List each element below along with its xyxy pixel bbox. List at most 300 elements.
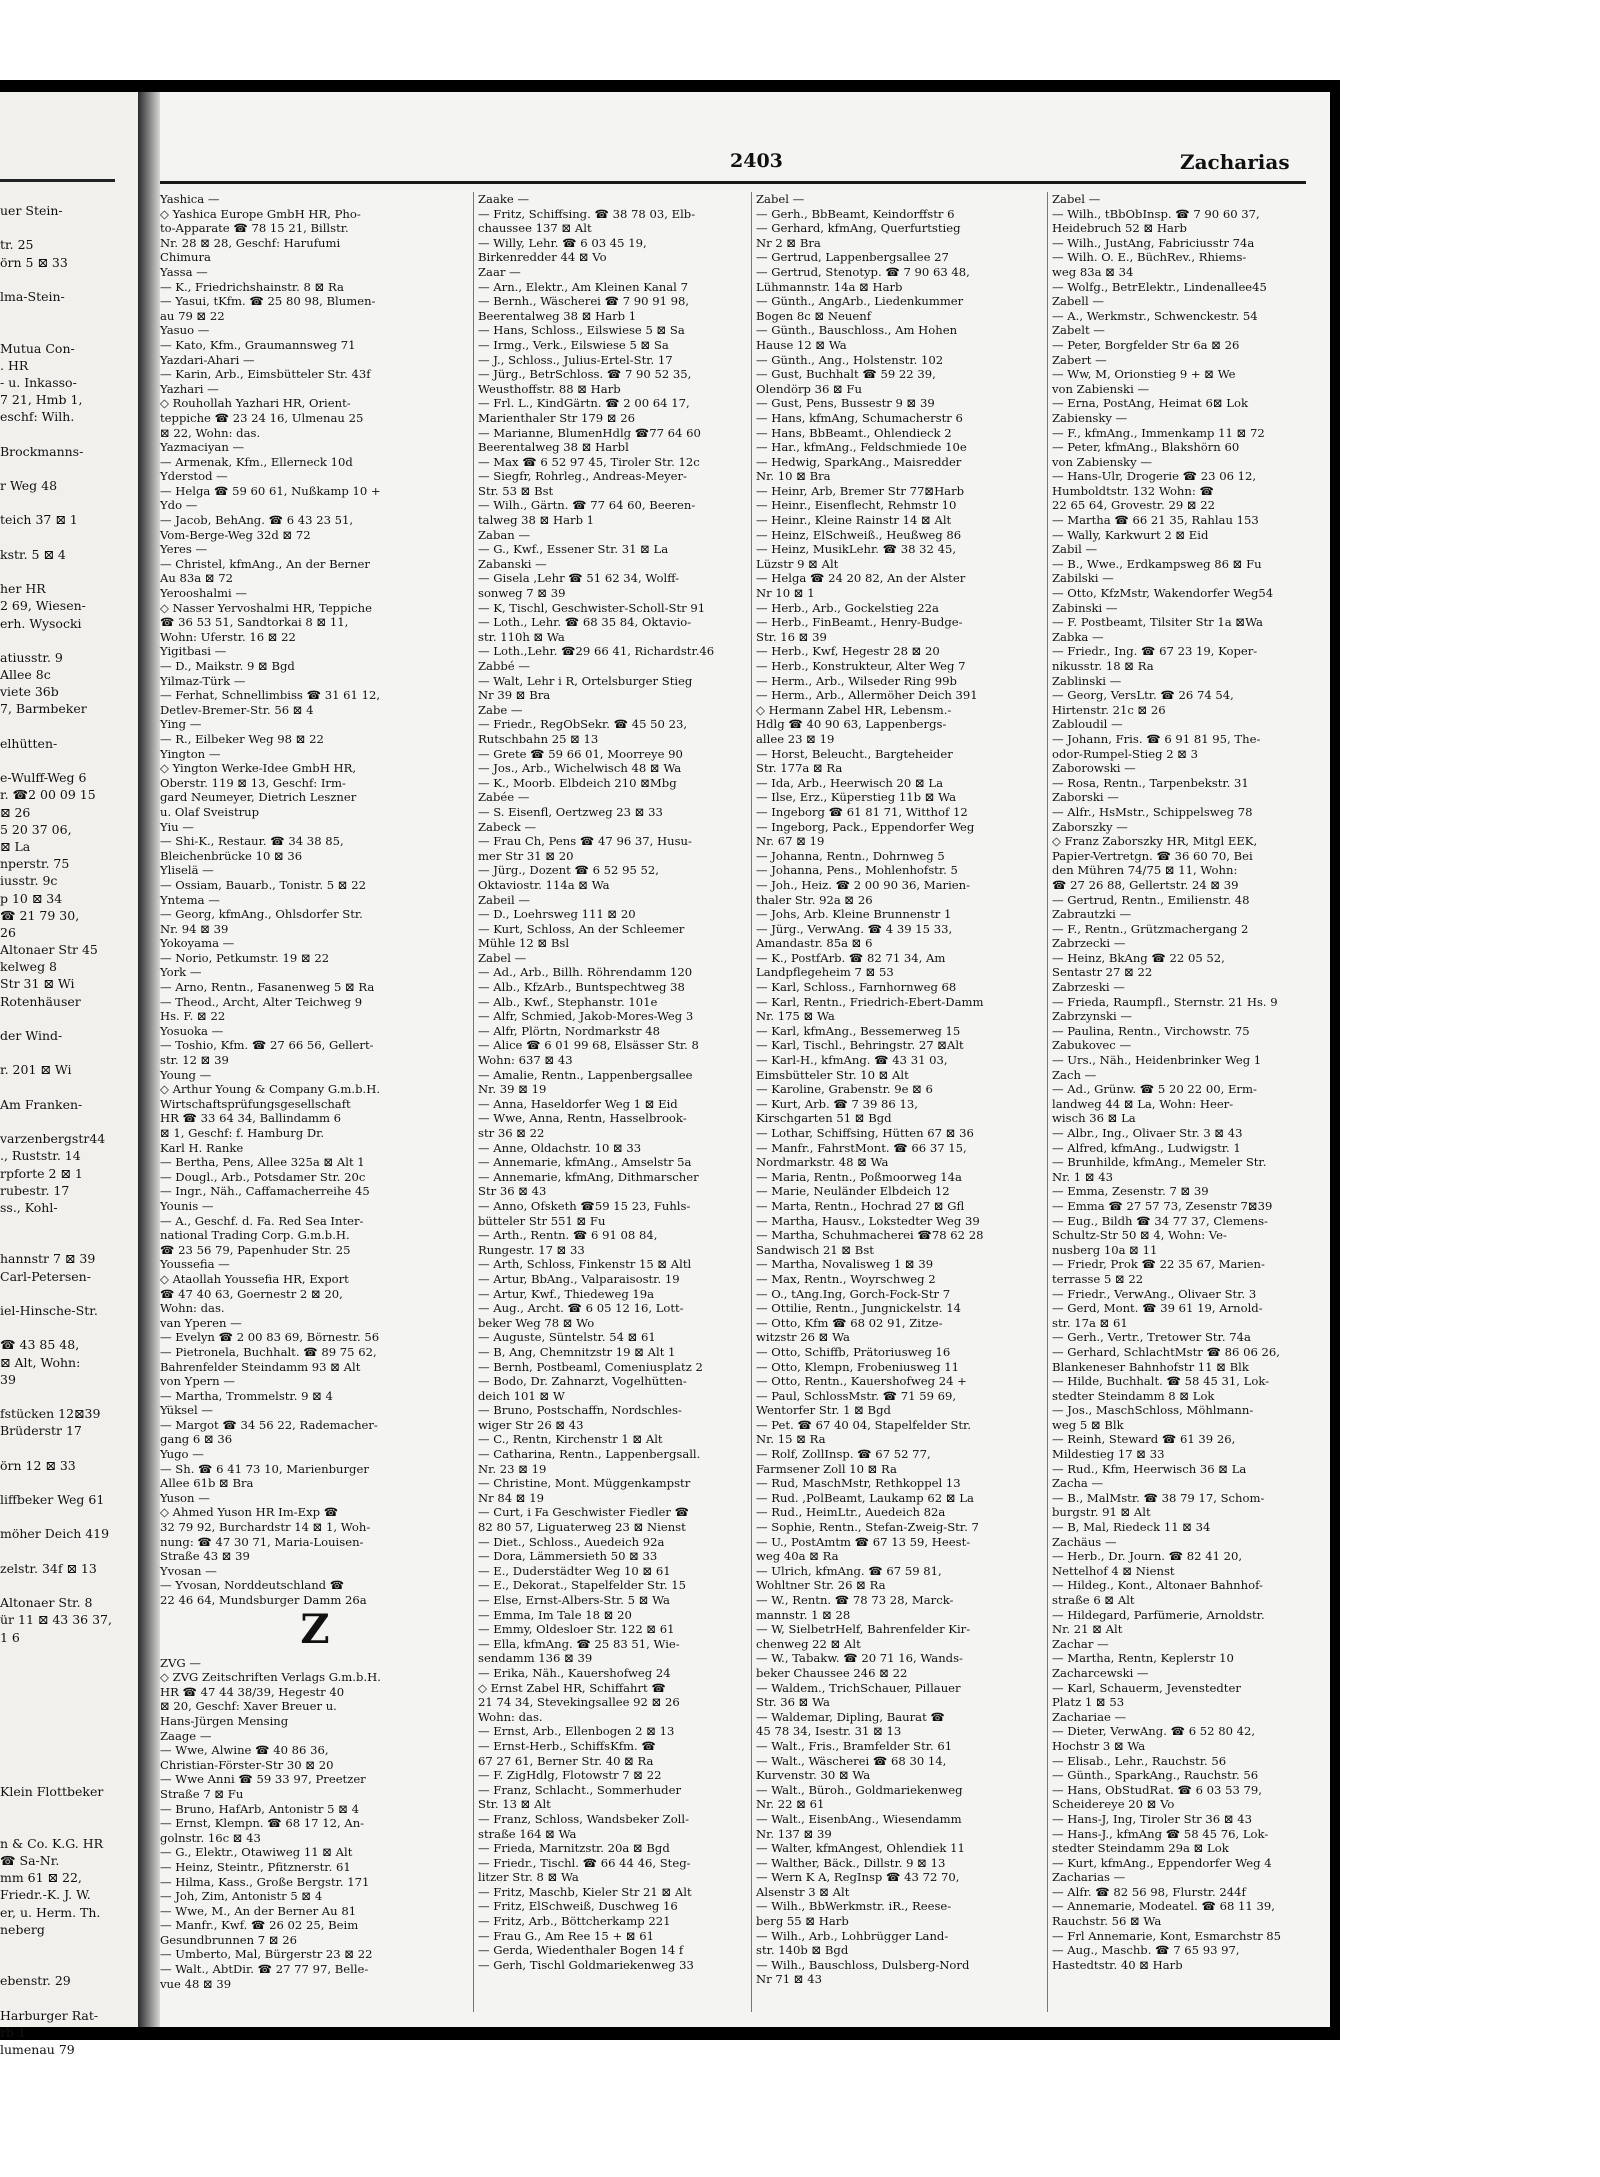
directory-entry-line: — Walt., Fris., Bramfelder Str. 61 — [756, 1738, 953, 1753]
directory-entry-line: — Alfr., HsMstr., Schippelsweg 78 — [1052, 804, 1253, 819]
directory-entry-line: ◇ Nasser Yervoshalmi HR, Teppiche — [160, 600, 372, 615]
directory-entry-line: au 79 ⊠ 22 — [160, 308, 225, 323]
directory-entry-line: sonweg 7 ⊠ 39 — [478, 586, 566, 601]
directory-entry-line: Zacha — — [1052, 1476, 1104, 1491]
directory-entry-line: Zachar — — [1052, 1636, 1109, 1651]
directory-entry-line: — Curt, i Fa Geschwister Fiedler ☎ — [478, 1505, 690, 1520]
directory-entry-line: — Walt., Büroh., Goldmariekenweg — [756, 1782, 963, 1797]
directory-entry-line: Alsenstr 3 ⊠ Alt — [756, 1884, 850, 1899]
left-page-text-line: der Wind- — [0, 1028, 63, 1043]
directory-entry-line: — Wwe, Alwine ☎ 40 86 36, — [160, 1743, 329, 1758]
left-page-text-line — [0, 1474, 138, 1491]
directory-entry-line: Yntema — — [160, 892, 220, 907]
directory-entry-line: — Ad., Arb., Billh. Röhrendamm 120 — [478, 965, 693, 980]
directory-entry-line: — Aug., Archt. ☎ 6 05 12 16, Lott- — [478, 1301, 684, 1316]
directory-entry-line: nikusstr. 18 ⊠ Ra — [1052, 659, 1154, 673]
directory-entry-line: — Bruno, HafArb, Antonistr 5 ⊠ 4 — [160, 1801, 359, 1816]
directory-entry-line: — Bernh., Wäscherei ☎ 7 90 91 98, — [478, 294, 690, 309]
directory-entry-line: — Paul, SchlossMstr. ☎ 71 59 69, — [756, 1388, 957, 1403]
directory-entry-line: Oberstr. 119 ⊠ 13, Geschf: Irm- — [160, 775, 346, 790]
directory-entry-line: — Arn., Elektr., Am Kleinen Kanal 7 — [478, 279, 688, 294]
directory-entry-line: — Ulrich, kfmAng. ☎ 67 59 81, — [756, 1563, 942, 1578]
directory-entry-line: — Jürg., BetrSchloss. ☎ 7 90 52 35, — [478, 367, 692, 382]
directory-entry-line: ◇ Hermann Zabel HR, Lebensm.- — [756, 702, 952, 717]
directory-entry-line: Nr. 21 ⊠ Alt — [1052, 1622, 1123, 1637]
directory-entry-line: u. Olaf Sveistrup — [160, 804, 260, 819]
directory-page — [160, 92, 1330, 2027]
left-page-text-line: ☎ 43 85 48, — [0, 1337, 80, 1353]
directory-entry-line: — Theod., Archt, Alter Teichweg 9 — [160, 994, 363, 1009]
directory-entry-line: — Johanna, Pens., Mohlenhofstr. 5 — [756, 863, 958, 878]
directory-entry-line: Vom-Berge-Weg 32d ⊠ 72 — [160, 527, 311, 542]
directory-entry-line: ◇ Ataollah Youssefia HR, Export — [160, 1271, 349, 1286]
left-page-text-line: ebenstr. 29 — [0, 1973, 71, 1989]
directory-entry-line: — S. Eisenfl, Oertzweg 23 ⊠ 33 — [478, 804, 663, 819]
directory-entry-line: Yderstod — — [160, 469, 228, 484]
directory-entry-line: — Hans, Schloss., Eilswiese 5 ⊠ Sa — [478, 323, 685, 338]
left-page-text-line: uer Stein- — [0, 203, 63, 218]
directory-entry-line: — Sh. ☎ 6 41 73 10, Marienburger — [160, 1461, 369, 1476]
left-page-text-line — [0, 529, 138, 546]
directory-entry-line: Zabanski — — [478, 556, 547, 571]
directory-entry-line: — Otto, Kfm ☎ 68 02 91, Zitze- — [756, 1315, 943, 1330]
directory-entry-line: — D., Loehrsweg 111 ⊠ 20 — [478, 907, 636, 922]
directory-entry-line: — Friedr., VerwAng., Olivaer Str. 3 — [1052, 1286, 1257, 1301]
left-page-text-line: ür 11 ⊠ 43 36 37, — [0, 1612, 112, 1628]
left-page-text-line — [0, 752, 138, 769]
left-page-text-line: 1 6 — [0, 1629, 20, 1645]
directory-column-2 — [478, 192, 748, 2012]
directory-entry-line: — Maria, Rentn., Poßmoorweg 14a — [756, 1169, 962, 1184]
directory-entry-line: — Gertrud, Lappenbergsallee 27 — [756, 250, 949, 265]
directory-entry-line: — Herm., Arb., Allermöher Deich 391 — [756, 688, 978, 703]
directory-entry-line: — Johann, Fris. ☎ 6 91 81 95, The- — [1052, 731, 1261, 746]
directory-entry-line: — U., PostAmtm ☎ 67 13 59, Heest- — [756, 1534, 971, 1549]
directory-entry-line: Landpflegeheim 7 ⊠ 53 — [756, 965, 894, 980]
directory-entry-line: — Else, Ernst-Albers-Str. 5 ⊠ Wa — [478, 1593, 670, 1607]
directory-entry-line: Zacharias — — [1052, 1870, 1126, 1885]
directory-entry-line: — Hans-Ulr, Drogerie ☎ 23 06 12, — [1052, 469, 1257, 484]
directory-entry-line: mer Str 31 ⊠ 20 — [478, 848, 574, 863]
directory-entry-line: weg 40a ⊠ Ra — [756, 1549, 839, 1564]
directory-entry-line: Nr. 22 ⊠ 61 — [756, 1797, 825, 1812]
directory-entry-line: — Walt, Lehr i R, Ortelsburger Stieg — [478, 673, 693, 688]
directory-entry-line: — Gertrud, Stenotyp. ☎ 7 90 63 48, — [756, 264, 970, 279]
left-page-text-line: Altonaer Str 45 — [0, 942, 98, 958]
directory-entry-line: — Karl, Tischl., Behringstr. 27 ⊠Alt — [756, 1038, 964, 1053]
directory-entry-line: Birkenredder 44 ⊠ Vo — [478, 250, 607, 265]
directory-entry-line: 32 79 92, Burchardstr 14 ⊠ 1, Woh- — [160, 1520, 371, 1535]
left-page-text-line — [0, 322, 138, 339]
directory-entry-line: — Fritz, Schiffsing. ☎ 38 78 03, Elb- — [478, 206, 696, 221]
directory-entry-line: — Anno, Ofsketh ☎59 15 23, Fuhls- — [478, 1198, 691, 1213]
left-page-text-line — [0, 1766, 138, 1783]
directory-entry-line: — Arth., Rentn. ☎ 6 91 08 84, — [478, 1228, 658, 1243]
directory-entry-line: Yashica — — [160, 192, 220, 206]
directory-entry-line: golnstr. 16c ⊠ 43 — [160, 1830, 261, 1845]
directory-entry-line: Yugo — — [160, 1447, 204, 1462]
directory-entry-line: — Peter, kfmAng., Blakshörn 60 — [1052, 440, 1240, 455]
directory-entry-line: — Kurt, kfmAng., Eppendorfer Weg 4 — [1052, 1855, 1272, 1870]
directory-entry-line: — Ella, kfmAng. ☎ 25 83 51, Wie- — [478, 1636, 680, 1651]
directory-entry-line: — C., Rentn, Kirchenstr 1 ⊠ Alt — [478, 1432, 663, 1447]
directory-entry-line: Straße 7 ⊠ Fu — [160, 1786, 244, 1801]
directory-entry-line: — Friedr., Tischl. ☎ 66 44 46, Steg- — [478, 1855, 691, 1870]
left-page-text-line — [0, 1990, 138, 2007]
directory-entry-line: weg 83a ⊠ 34 — [1052, 264, 1134, 279]
directory-entry-line: — Armenak, Kfm., Ellerneck 10d — [160, 454, 353, 469]
directory-entry-line: Yüksel — — [160, 1403, 213, 1418]
directory-entry-line: Detlev-Bremer-Str. 56 ⊠ 4 — [160, 702, 314, 717]
directory-entry-line: — Wwe Anni ☎ 59 33 97, Preetzer — [160, 1772, 366, 1787]
left-page-text-line: elhütten- — [0, 735, 58, 751]
left-page-text-line: ., Ruststr. 14 — [0, 1148, 81, 1164]
directory-entry-line: Eimsbütteler Str. 10 ⊠ Alt — [756, 1067, 909, 1082]
directory-entry-line: — Rolf, ZollInsp. ☎ 67 52 77, — [756, 1447, 931, 1462]
directory-entry-line: Schultz-Str 50 ⊠ 4, Wohn: Ve- — [1052, 1228, 1227, 1243]
left-page-text-line: ⊠ Alt, Wohn: — [0, 1354, 81, 1370]
directory-entry-line: — Shi-K., Restaur. ☎ 34 38 85, — [160, 834, 344, 849]
directory-entry-line: weg 5 ⊠ Blk — [1052, 1417, 1124, 1432]
directory-entry-line: Yvosan — — [160, 1563, 217, 1578]
directory-entry-line: — B., MalMstr. ☎ 38 79 17, Schom- — [1052, 1490, 1265, 1505]
directory-entry-line: — Dieter, VerwAng. ☎ 6 52 80 42, — [1052, 1724, 1256, 1739]
directory-entry-line: Farmsener Zoll 10 ⊠ Ra — [756, 1461, 897, 1476]
directory-entry-line: — Wilh., JustAng, Fabriciusstr 74a — [1052, 235, 1255, 250]
directory-entry-line: — Ferhat, Schnellimbiss ☎ 31 61 12, — [160, 688, 381, 703]
directory-entry-line: HR ☎ 47 44 38/39, Hegestr 40 — [160, 1684, 345, 1699]
directory-entry-line: sendamm 136 ⊠ 39 — [478, 1651, 593, 1666]
directory-entry-line: — Gerhard, SchlachtMstr ☎ 86 06 26, — [1052, 1344, 1280, 1359]
directory-entry-line: — Rud., HeimLtr., Auedeich 82a — [756, 1505, 946, 1520]
directory-entry-line: — Sophie, Rentn., Stefan-Zweig-Str. 7 — [756, 1520, 979, 1535]
directory-entry-line: Kurvenstr. 30 ⊠ Wa — [756, 1768, 871, 1783]
directory-entry-line: — K, Tischl, Geschwister-Scholl-Str 91 — [478, 600, 706, 615]
directory-entry-line: Allee 61b ⊠ Bra — [160, 1476, 254, 1491]
directory-entry-line: nung: ☎ 47 30 71, Maria-Louisen- — [160, 1534, 364, 1549]
directory-entry-line: — Gisela ,Lehr ☎ 51 62 34, Wolff- — [478, 571, 679, 586]
directory-entry-line: — Ad., Grünw. ☎ 5 20 22 00, Erm- — [1052, 1082, 1257, 1097]
directory-entry-line: — Emma ☎ 27 57 73, Zesenstr 7⊠39 — [1052, 1198, 1273, 1213]
directory-entry-line: — Bertha, Pens, Allee 325a ⊠ Alt 1 — [160, 1155, 365, 1170]
left-page-text-line: lumenau 79 — [0, 2042, 75, 2058]
left-page-text-line: kelweg 8 — [0, 959, 57, 975]
directory-entry-line: — Hildegard, Parfümerie, Arnoldstr. — [1052, 1607, 1265, 1622]
directory-entry-line: Zabrzeski — — [1052, 980, 1125, 995]
directory-entry-line: — Gerd, Mont. ☎ 39 61 19, Arnold- — [1052, 1301, 1263, 1316]
directory-entry-line: — Kato, Kfm., Graumannsweg 71 — [160, 337, 356, 352]
directory-entry-line: Beerentalweg 38 ⊠ Harb 1 — [478, 308, 637, 323]
directory-entry-line: Nr. 137 ⊠ 39 — [756, 1826, 832, 1841]
directory-entry-line: national Trading Corp. G.m.b.H. — [160, 1228, 350, 1243]
directory-entry-line: — Herb., Arb., Gockelstieg 22a — [756, 600, 939, 615]
directory-entry-line: — W, SielbetrHelf, Bahrenfelder Kir- — [756, 1622, 971, 1637]
directory-entry-line: Zachariae — — [1052, 1709, 1127, 1724]
directory-entry-line: landweg 44 ⊠ La, Wohn: Heer- — [1052, 1096, 1234, 1111]
directory-entry-line: — Heinr., Kleine Rainstr 14 ⊠ Alt — [756, 513, 952, 528]
left-page-text-line: Brockmanns- — [0, 443, 84, 459]
directory-entry-line: — Wilh., tBbObInsp. ☎ 7 90 60 37, — [1052, 206, 1260, 221]
directory-entry-line: ◇ Franz Zaborszky HR, Mitgl EEK, — [1052, 834, 1258, 849]
directory-entry-line: — Manfr., Kwf. ☎ 26 02 25, Beim — [160, 1918, 359, 1933]
left-page-text-line: Friedr.-K. J. W. — [0, 1887, 91, 1903]
directory-entry-line: — Umberto, Mal, Bürgerstr 23 ⊠ 22 — [160, 1947, 373, 1962]
directory-entry-line: mannstr. 1 ⊠ 28 — [756, 1607, 851, 1622]
directory-entry-line: Zabloudil — — [1052, 717, 1123, 732]
directory-entry-line: — Ottilie, Rentn., Jungnickelstr. 14 — [756, 1301, 961, 1316]
directory-entry-line: — Johs, Arb. Kleine Brunnenstr 1 — [756, 907, 952, 922]
directory-entry-line: Hause 12 ⊠ Wa — [756, 337, 847, 352]
directory-entry-line: — Hans, BbBeamt., Ohlendieck 2 — [756, 425, 952, 440]
left-page-text-line — [0, 305, 138, 322]
directory-entry-line: — Max ☎ 6 52 97 45, Tiroler Str. 12c — [478, 454, 700, 469]
directory-entry-line: — Annemarie, kfmAng., Amselstr 5a — [478, 1155, 692, 1170]
directory-entry-line: — Emmy, Oldesloer Str. 122 ⊠ 61 — [478, 1622, 675, 1637]
directory-entry-line: Zabilski — — [1052, 571, 1114, 586]
left-page-text-line: mm 61 ⊠ 22, — [0, 1870, 82, 1886]
directory-entry-line: wiger Str 26 ⊠ 43 — [478, 1417, 584, 1432]
directory-entry-line: Zabell — — [1052, 294, 1104, 309]
directory-entry-line: — Franz, Schlacht., Sommerhuder — [478, 1782, 681, 1797]
left-page-text-line — [0, 1319, 138, 1336]
directory-entry-line: berg 55 ⊠ Harb — [756, 1914, 849, 1929]
directory-entry-line: nusberg 10a ⊠ 11 — [1052, 1242, 1158, 1257]
directory-entry-line: — Jos., Arb., Wichelwisch 48 ⊠ Wa — [478, 761, 682, 776]
directory-entry-line: — Otto, Klempn, Frobeniusweg 11 — [756, 1359, 960, 1374]
directory-entry-line: Zabe — — [478, 702, 523, 717]
directory-entry-line: — Heinr, Arb, Bremer Str 77⊠Harb — [756, 483, 965, 498]
directory-entry-line: Zabrautzki — — [1052, 907, 1132, 922]
left-page-text-line: Rotenhäuser — [0, 993, 81, 1009]
directory-entry-line: — Frl Annemarie, Kont, Esmarchstr 85 — [1052, 1928, 1282, 1943]
directory-entry-line: — G., Kwf., Essener Str. 31 ⊠ La — [478, 542, 669, 557]
left-page-text-line: örn 5 ⊠ 33 — [0, 254, 68, 270]
directory-entry-line: — Otto, Rentn., Kauershofweg 24 + — [756, 1374, 967, 1389]
directory-entry-line: — Jos., MaschSchloss, Möhlmann- — [1052, 1403, 1254, 1418]
directory-entry-line: — Walt., AbtDir. ☎ 27 77 97, Belle- — [160, 1962, 369, 1977]
directory-entry-line: ⊠ 22, Wohn: das. — [160, 425, 261, 440]
directory-entry-line: — Fritz, ElSchweiß, Duschweg 16 — [478, 1899, 678, 1914]
directory-entry-line: — W., Rentn. ☎ 78 73 28, Marck- — [756, 1593, 954, 1607]
directory-entry-line: Mildestieg 17 ⊠ 33 — [1052, 1447, 1165, 1462]
directory-entry-line: — J., Schloss., Julius-Ertel-Str. 17 — [478, 352, 673, 367]
left-page-text-line — [0, 1508, 138, 1525]
directory-entry-line: Younis — — [160, 1198, 214, 1213]
directory-entry-line: — Karl-H., kfmAng. ☎ 43 31 03, — [756, 1053, 948, 1068]
left-page-text-line: teich 37 ⊠ 1 — [0, 512, 78, 528]
left-page-text-line: zelstr. 34f ⊠ 13 — [0, 1560, 97, 1576]
directory-entry-line: — Irmg., Verk., Eilswiese 5 ⊠ Sa — [478, 337, 669, 352]
directory-entry-line: Platz 1 ⊠ 53 — [1052, 1695, 1125, 1710]
left-page-text-line — [0, 1732, 138, 1749]
directory-entry-line: Zabka — — [1052, 629, 1104, 644]
directory-entry-line: Zabel — — [756, 192, 805, 206]
directory-entry-line: Kirschgarten 51 ⊠ Bgd — [756, 1111, 892, 1126]
directory-entry-line: Gesundbrunnen 7 ⊠ 26 — [160, 1932, 298, 1947]
directory-entry-line: Zabeck — — [478, 819, 537, 834]
directory-entry-line: Chimura — [160, 250, 211, 265]
directory-entry-line: — Toshio, Kfm. ☎ 27 66 56, Gellert- — [160, 1038, 374, 1053]
directory-entry-line: — Yasui, tKfm. ☎ 25 80 98, Blumen- — [160, 294, 376, 309]
directory-entry-line: ◇ Rouhollah Yazhari HR, Orient- — [160, 396, 351, 411]
left-page-text-line — [0, 563, 138, 580]
directory-entry-line: — Wilh., Bauschloss, Dulsberg-Nord — [756, 1957, 970, 1972]
directory-entry-line: wisch 36 ⊠ La — [1052, 1111, 1136, 1126]
directory-entry-line: Yasuo — — [160, 323, 210, 338]
left-page-text-line — [0, 1079, 138, 1096]
directory-entry-line: Nr 84 ⊠ 19 — [478, 1490, 544, 1505]
directory-entry-line: odor-Rumpel-Stieg 2 ⊠ 3 — [1052, 746, 1199, 761]
directory-entry-line: — Pietronela, Buchhalt. ☎ 89 75 62, — [160, 1344, 377, 1359]
directory-entry-line: Hastedtstr. 40 ⊠ Harb — [1052, 1957, 1183, 1972]
directory-entry-line: — B, Mal, Riedeck 11 ⊠ 34 — [1052, 1520, 1211, 1535]
left-page-text-line — [0, 1285, 138, 1302]
directory-entry-line: Young — — [160, 1067, 212, 1082]
directory-entry-line: — Ingeborg, Pack., Eppendorfer Weg — [756, 819, 975, 834]
directory-entry-line: Zaborowski — — [1052, 761, 1136, 776]
directory-entry-line: — Heinz, MusikLehr. ☎ 38 32 45, — [756, 542, 957, 557]
directory-entry-line: — Albr., Ing., Olivaer Str. 3 ⊠ 43 — [1052, 1126, 1243, 1140]
directory-entry-line: ◇ Ernst Zabel HR, Schiffahrt ☎ — [478, 1680, 666, 1695]
directory-entry-line: — Alfr. ☎ 82 56 98, Flurstr. 244f — [1052, 1884, 1246, 1899]
left-page-text-line — [0, 271, 138, 288]
directory-entry-line: 22 65 64, Grovestr. 29 ⊠ 22 — [1052, 498, 1216, 513]
directory-entry-line: — Catharina, Rentn., Lappenbergsall. — [478, 1447, 701, 1462]
directory-entry-line: — Frau Ch, Pens ☎ 47 96 37, Husu- — [478, 834, 692, 849]
directory-entry-line: — Waldemar, Dipling, Baurat ☎ — [756, 1709, 945, 1724]
left-page-text-line — [0, 1440, 138, 1457]
directory-entry-line: Youssefia — — [160, 1257, 230, 1272]
directory-entry-line: — Rud., Kfm, Heerwisch 36 ⊠ La — [1052, 1461, 1247, 1476]
directory-entry-line: — Frieda, Marnitzstr. 20a ⊠ Bgd — [478, 1841, 670, 1856]
left-page-text-line: Harburger Rat- — [0, 2007, 99, 2023]
directory-entry-line: Hans-Jürgen Mensing — [160, 1713, 289, 1728]
directory-entry-line: terrasse 5 ⊠ 22 — [1052, 1271, 1144, 1286]
directory-entry-line: — Evelyn ☎ 2 00 83 69, Börnestr. 56 — [160, 1330, 380, 1345]
left-page-text-line: ☎ Sa-Nr. — [0, 1853, 60, 1868]
directory-entry-line: — Alice ☎ 6 01 99 68, Elsässer Str. 8 — [478, 1038, 699, 1053]
left-page-text-line — [0, 1749, 138, 1766]
left-page-text-line — [0, 1800, 138, 1817]
directory-entry-line: 21 74 34, Stevekingsallee 92 ⊠ 26 — [478, 1695, 680, 1710]
directory-entry-line: — Erika, Näh., Kauershofweg 24 — [478, 1665, 671, 1680]
directory-entry-line: — Helga ☎ 24 20 82, An der Alster — [756, 571, 966, 586]
directory-entry-line: — E., Dekorat., Stapelfelder Str. 15 — [478, 1578, 686, 1593]
directory-entry-line: ◇ ZVG Zeitschriften Verlags G.m.b.H. — [160, 1670, 381, 1685]
directory-entry-line: Yazmaciyan — — [160, 440, 245, 455]
left-page-text-line — [0, 1938, 138, 1955]
left-page-text-line: ⊠ La — [0, 838, 31, 854]
directory-entry-line: Straße 43 ⊠ 39 — [160, 1549, 250, 1564]
directory-entry-line: Bahrenfelder Steindamm 93 ⊠ Alt — [160, 1359, 361, 1374]
directory-entry-line: — Christine, Mont. Müggenkampstr — [478, 1476, 691, 1491]
directory-entry-line: den Mühren 74/75 ⊠ 11, Wohn: — [1052, 863, 1238, 878]
directory-entry-line: — Fritz, Arb., Böttcherkamp 221 — [478, 1914, 671, 1929]
directory-entry-line: 22 46 64, Mundsburger Damm 26a — [160, 1593, 367, 1607]
directory-entry-line: Zabiensky — — [1052, 410, 1128, 425]
directory-entry-line: Yilmaz-Türk — — [160, 673, 246, 688]
directory-entry-line: Karl H. Ranke — [160, 1140, 244, 1155]
directory-entry-line: Zabinski — — [1052, 600, 1118, 615]
directory-entry-line: Weusthoffstr. 88 ⊠ Harb — [478, 381, 621, 396]
directory-entry-line: Sentastr 27 ⊠ 22 — [1052, 965, 1153, 980]
directory-entry-line: — K., Moorb. Elbdeich 210 ⊠Mbg — [478, 775, 677, 790]
directory-entry-line: — Herb., FinBeamt., Henry-Budge- — [756, 615, 963, 630]
left-page-text-line: rubestr. 17 — [0, 1182, 70, 1198]
directory-entry-line: Yazdari-Ahari — — [160, 352, 255, 367]
directory-entry-line: — Max, Rentn., Woyrschweg 2 — [756, 1271, 936, 1286]
left-page-text-line: e-Wulff-Weg 6 — [0, 770, 87, 786]
directory-entry-line: ◇ Arthur Young & Company G.m.b.H. — [160, 1082, 381, 1097]
directory-entry-line: chenweg 22 ⊠ Alt — [756, 1636, 861, 1651]
left-page-fragment — [0, 92, 138, 2058]
directory-entry-line: — Bruno, Postschaffn, Nordschles- — [478, 1403, 682, 1418]
directory-entry-line: ☎ 36 53 51, Sandtorkai 8 ⊠ 11, — [160, 615, 349, 630]
left-page-text-line: rpforte 2 ⊠ 1 — [0, 1165, 83, 1181]
directory-entry-line: str. 12 ⊠ 39 — [160, 1053, 229, 1068]
directory-entry-line: — Wilh., Arb., Lohbrügger Land- — [756, 1928, 949, 1943]
directory-entry-line: Yiu — — [160, 819, 194, 834]
directory-entry-line: Nr. 1 ⊠ 43 — [1052, 1169, 1113, 1184]
directory-entry-line: Wohn: das. — [160, 1301, 225, 1316]
left-page-text-line — [0, 1233, 138, 1250]
directory-entry-line: str. 110h ⊠ Wa — [478, 629, 565, 644]
left-page-text-line — [0, 1646, 138, 1663]
directory-entry-line: — Horst, Beleucht., Bargteheider — [756, 746, 953, 761]
directory-entry-line: — Gerda, Wiedenthaler Bogen 14 f — [478, 1943, 684, 1958]
directory-entry-line: — Heinz, Steintr., Pfitznerstr. 61 — [160, 1859, 351, 1874]
directory-entry-line: Zabée — — [478, 790, 530, 805]
directory-entry-line: — K., Friedrichshainstr. 8 ⊠ Ra — [160, 279, 344, 294]
directory-column-4 — [1052, 192, 1314, 2012]
left-page-text-line: n & Co. K.G. HR — [0, 1835, 104, 1851]
directory-entry-line: — Wally, Karkwurt 2 ⊠ Eid — [1052, 527, 1209, 542]
directory-entry-line: — Waldem., TrichSchauer, Pillauer — [756, 1680, 961, 1695]
left-page-text-line: fstücken 12⊠39 — [0, 1406, 101, 1422]
directory-entry-line: Zabel — — [478, 950, 527, 965]
directory-entry-line: gang 6 ⊠ 36 — [160, 1432, 233, 1447]
directory-entry-line: — Anne, Oldachstr. 10 ⊠ 33 — [478, 1140, 642, 1155]
directory-entry-line: — Frau G., Am Ree 15 + ⊠ 61 — [478, 1928, 655, 1943]
left-page-text-line: ⊠ 26 — [0, 804, 31, 820]
left-page-text-line — [0, 1697, 138, 1714]
directory-entry-line: — Manfr., FahrstMont. ☎ 66 37 15, — [756, 1140, 967, 1155]
directory-entry-line: — Wolfg., BetrElektr., Lindenallee45 — [1052, 279, 1267, 294]
directory-entry-line: Sandwisch 21 ⊠ Bst — [756, 1242, 874, 1257]
directory-entry-line: — Diet., Schloss., Auedeich 92a — [478, 1534, 665, 1549]
directory-entry-line: — Brunhilde, kfmAng., Memeler Str. — [1052, 1155, 1267, 1170]
directory-entry-line: Hochstr 3 ⊠ Wa — [1052, 1738, 1146, 1753]
directory-entry-line: Rauchstr. 56 ⊠ Wa — [1052, 1914, 1162, 1929]
directory-entry-line: — Hans, ObStudRat. ☎ 6 03 53 79, — [1052, 1782, 1262, 1797]
directory-entry-line: Hs. F. ⊠ 22 — [160, 1009, 226, 1024]
left-page-text-line: ☎ 21 79 30, — [0, 907, 80, 923]
directory-entry-line: — Grete ☎ 59 66 01, Moorreye 90 — [478, 746, 683, 761]
directory-entry-line: — Gust, Pens, Bussestr 9 ⊠ 39 — [756, 396, 935, 411]
left-page-text-line: neberg — [0, 1921, 45, 1937]
page-number: 2403 — [730, 150, 783, 172]
directory-entry-line: chaussee 137 ⊠ Alt — [478, 221, 592, 236]
left-page-text-line — [0, 1216, 138, 1233]
directory-entry-line: Zaban — — [478, 527, 531, 542]
directory-entry-line: — Günth., Bauschloss., Am Hohen — [756, 323, 958, 338]
directory-entry-line: Bogen 8c ⊠ Neuenf — [756, 308, 871, 323]
directory-entry-line: Nr. 15 ⊠ Ra — [756, 1432, 826, 1447]
directory-entry-line: — Elisab., Lehr., Rauchstr. 56 — [1052, 1753, 1227, 1768]
directory-entry-line: — Paulina, Rentn., Virchowstr. 75 — [1052, 1023, 1250, 1038]
directory-entry-line: teppiche ☎ 23 24 16, Ulmenau 25 — [160, 410, 364, 425]
directory-entry-line: str. 140b ⊠ Bgd — [756, 1943, 849, 1958]
